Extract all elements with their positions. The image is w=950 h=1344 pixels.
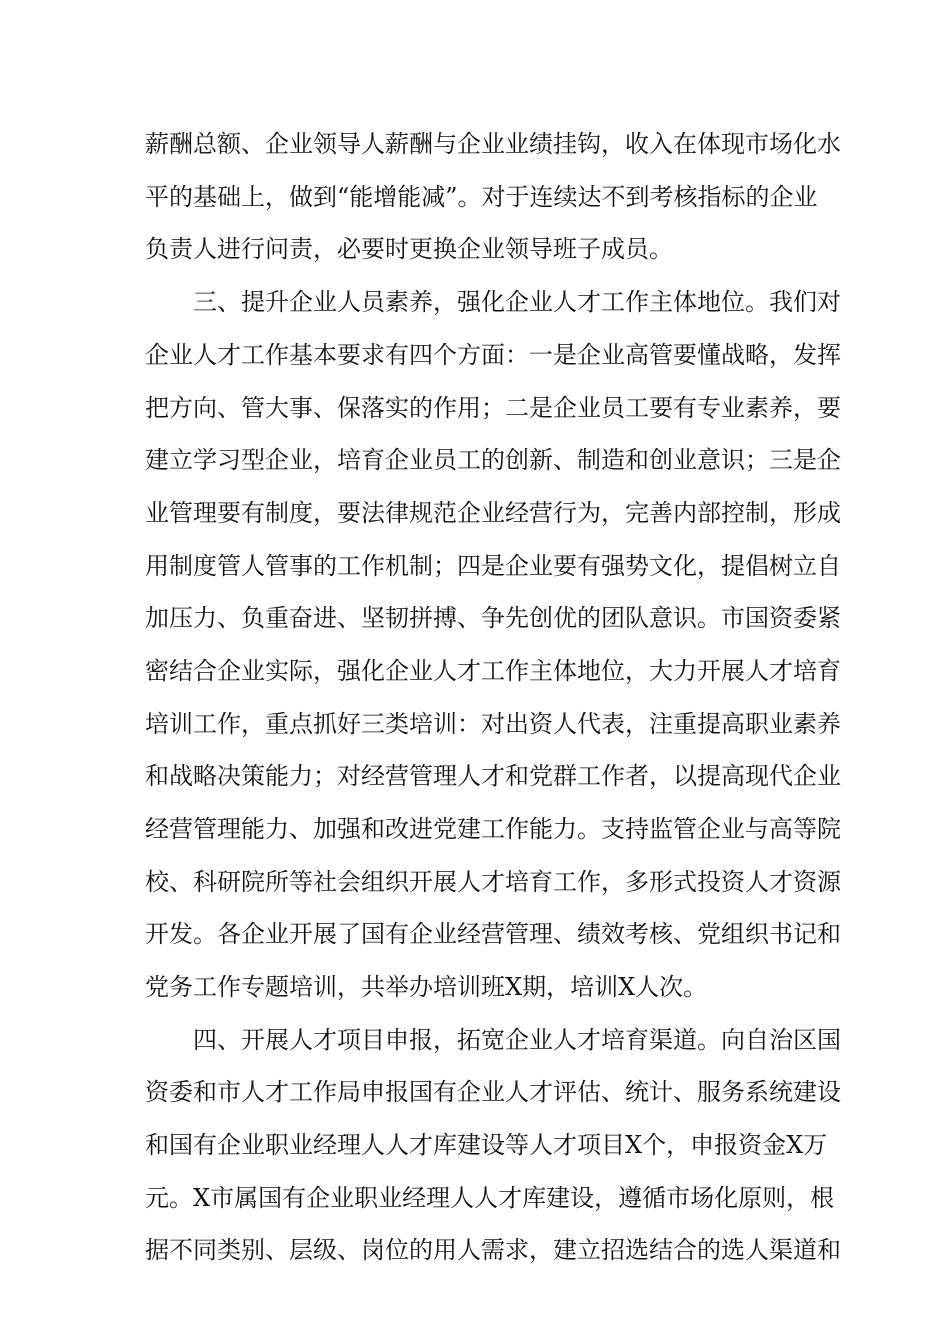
text-line: 党务工作专题培训，共举办培训班X期，培训X人次。 bbox=[145, 973, 708, 1001]
text-line: 加压力、负重奋进、坚韧拼搏、争先创优的团队意识。市国资委紧 bbox=[145, 604, 841, 632]
text-line: 元。X市属国有企业职业经理人人才库建设，遵循市场化原则，根 bbox=[145, 1184, 835, 1212]
text-line: 密结合企业实际，强化企业人才工作主体地位，大力开展人才培育 bbox=[145, 657, 841, 685]
text-line: 平的基础上，做到“能增能减”。对于连续达不到考核指标的企业 bbox=[145, 183, 818, 211]
text-line: 校、科研院所等社会组织开展人才培育工作，多形式投资人才资源 bbox=[145, 868, 841, 896]
text-line: 资委和市人才工作局申报国有企业人才评估、统计、服务系统建设 bbox=[145, 1078, 841, 1106]
text-line: 业管理要有制度，要法律规范企业经营行为，完善内部控制，形成 bbox=[145, 499, 841, 527]
text-line: 开发。各企业开展了国有企业经营管理、绩效考核、党组织书记和 bbox=[145, 920, 841, 948]
text-line: 企业人才工作基本要求有四个方面：一是企业高管要懂战略，发挥 bbox=[145, 341, 841, 369]
text-line: 培训工作，重点抓好三类培训：对出资人代表，注重提高职业素养 bbox=[145, 710, 841, 738]
text-line: 和战略决策能力；对经营管理人才和党群工作者，以提高现代企业 bbox=[145, 762, 841, 790]
text-line: 建立学习型企业，培育企业员工的创新、制造和创业意识；三是企 bbox=[145, 446, 841, 474]
text-line: 据不同类别、层级、岗位的用人需求，建立招选结合的选人渠道和 bbox=[145, 1236, 841, 1264]
text-line: 和国有企业职业经理人人才库建设等人才项目X个，申报资金X万 bbox=[145, 1131, 828, 1159]
text-line: 把方向、管大事、保落实的作用；二是企业员工要有专业素养，要 bbox=[145, 394, 841, 422]
paragraph-start-line: 三、提升企业人员素养，强化企业人才工作主体地位。我们对 bbox=[193, 288, 841, 316]
text-line: 薪酬总额、企业领导人薪酬与企业业绩挂钩，收入在体现市场化水 bbox=[145, 130, 841, 158]
paragraph-start-line: 四、开展人才项目申报，拓宽企业人才培育渠道。向自治区国 bbox=[193, 1026, 841, 1054]
text-line: 经营管理能力、加强和改进党建工作能力。支持监管企业与高等院 bbox=[145, 815, 841, 843]
text-line: 用制度管人管事的工作机制；四是企业要有强势文化，提倡树立自 bbox=[145, 552, 841, 580]
text-line: 负责人进行问责，必要时更换企业领导班子成员。 bbox=[145, 235, 673, 263]
